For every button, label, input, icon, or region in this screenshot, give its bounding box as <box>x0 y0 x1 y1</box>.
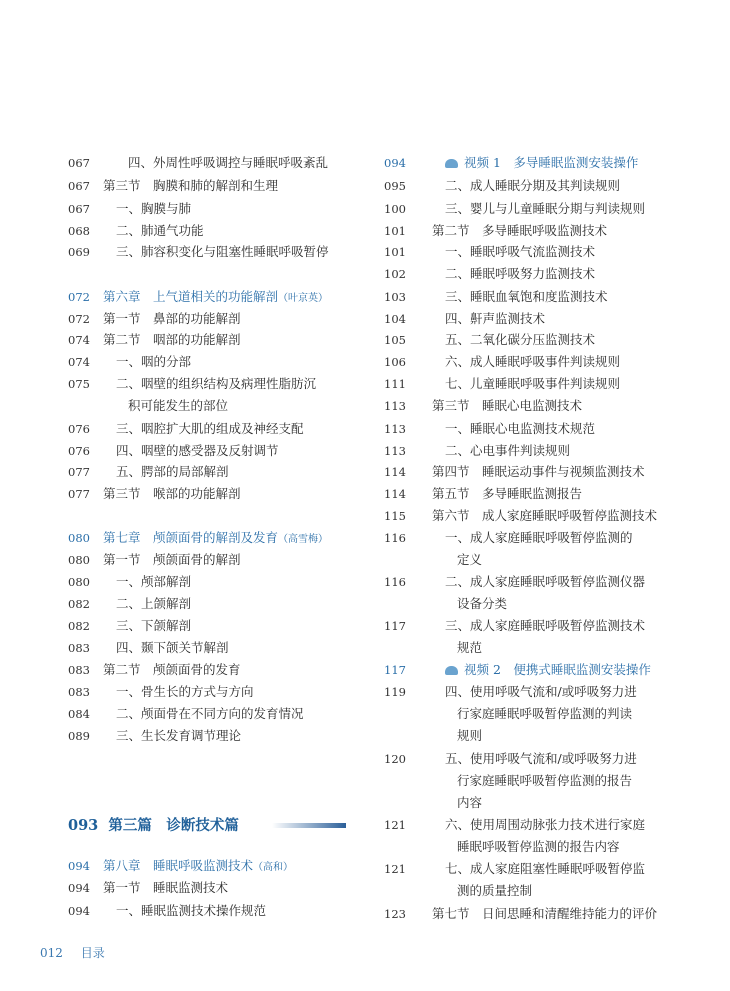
toc-page-number: 101 <box>384 245 406 259</box>
toc-entry-text <box>116 352 191 372</box>
toc-page-number: 114 <box>384 487 406 501</box>
toc-entry-label: 二、上颌解剖 <box>116 596 192 611</box>
right-toc-entry[interactable] <box>365 528 730 548</box>
video-icon <box>445 666 458 675</box>
toc-entry-text <box>457 837 620 857</box>
toc-page-number: 072 <box>68 312 90 326</box>
right-toc-entry[interactable] <box>365 682 730 702</box>
right-toc-entry[interactable] <box>365 881 730 901</box>
right-toc-entry[interactable] <box>365 660 730 680</box>
left-toc-entry[interactable] <box>0 199 365 219</box>
toc-entry-text <box>116 441 279 461</box>
toc-entry-text <box>103 484 241 504</box>
left-toc-entry[interactable] <box>0 704 365 724</box>
toc-entry-label: 四、咽壁的感受器及反射调节 <box>116 443 279 458</box>
toc-entry-label: 二、成人睡眠分期及其判读规则 <box>445 178 621 193</box>
toc-entry-label: 第七节 日间思睡和清醒维持能力的评价 <box>432 906 658 921</box>
left-toc-entry[interactable] <box>0 484 365 504</box>
toc-entry-text <box>457 771 632 791</box>
toc-entry-text <box>445 352 620 372</box>
toc-entry-label: 一、咽的分部 <box>116 354 192 369</box>
right-toc-entry[interactable] <box>365 749 730 769</box>
part-decoration-bar <box>272 823 346 828</box>
toc-page-number: 113 <box>384 422 406 436</box>
left-toc-entry[interactable] <box>0 221 365 241</box>
toc-entry-text <box>445 264 595 284</box>
toc-page-number: 101 <box>384 224 406 238</box>
toc-entry-text <box>445 682 637 702</box>
toc-page-number: 068 <box>68 224 90 238</box>
toc-page-number: 083 <box>68 685 90 699</box>
toc-entry-text <box>116 704 304 724</box>
left-toc-entry[interactable] <box>0 287 365 307</box>
toc-entry-label: 视频 2 便携式睡眠监测安装操作 <box>464 662 651 677</box>
toc-entry-text <box>128 396 228 416</box>
toc-page-number: 080 <box>68 553 90 567</box>
toc-page-number: 095 <box>384 179 406 193</box>
toc-entry-text <box>116 462 229 482</box>
toc-entry-label: 五、二氧化碳分压监测技术 <box>445 332 596 347</box>
toc-entry-label: 六、使用周围动脉张力技术进行家庭 <box>445 817 646 832</box>
toc-entry-label: 第二节 多导睡眠呼吸监测技术 <box>432 223 608 238</box>
toc-page-number: 067 <box>68 202 90 216</box>
left-toc-entry[interactable] <box>0 572 365 592</box>
toc-entry-label: 五、使用呼吸气流和/或呼吸努力进 <box>445 751 637 766</box>
toc-entry-text <box>103 528 328 550</box>
toc-entry-text <box>432 506 657 526</box>
toc-entry-label: 三、成人家庭睡眠呼吸暂停监测技术 <box>445 618 646 633</box>
toc-entry-text <box>103 330 241 350</box>
toc-entry-label: 三、生长发育调节理论 <box>116 728 242 743</box>
toc-entry-label: 行家庭睡眠呼吸暂停监测的报告 <box>457 773 633 788</box>
toc-entry-label: 第七章 颅颌面骨的解剖及发育 <box>103 530 279 545</box>
right-toc-entry[interactable] <box>365 704 730 724</box>
left-toc-entry[interactable] <box>0 682 365 702</box>
toc-page-number: 074 <box>68 333 90 347</box>
toc-entry-label: 一、睡眠心电监测技术规范 <box>445 421 596 436</box>
left-toc-entry[interactable] <box>0 901 365 921</box>
toc-entry-text <box>432 221 607 241</box>
toc-entry-text <box>103 309 241 329</box>
toc-entry-text <box>445 616 645 636</box>
toc-entry-label: 一、成人家庭睡眠呼吸暂停监测的 <box>445 530 633 545</box>
toc-entry-text <box>445 572 645 592</box>
toc-entry-label: 一、颅部解剖 <box>116 574 192 589</box>
toc-page-number: 083 <box>68 663 90 677</box>
toc-entry-label: 一、胸膜与肺 <box>116 201 192 216</box>
part-heading[interactable] <box>68 814 239 835</box>
toc-page-number: 114 <box>384 465 406 479</box>
toc-page-number: 074 <box>68 355 90 369</box>
toc-page-number: 067 <box>68 156 90 170</box>
toc-entry-label: 二、睡眠呼吸努力监测技术 <box>445 266 596 281</box>
right-toc-entry[interactable] <box>365 859 730 879</box>
toc-page-number: 067 <box>68 179 90 193</box>
toc-entry-text <box>432 396 582 416</box>
right-toc-entry[interactable] <box>365 441 730 461</box>
right-toc-entry[interactable] <box>365 550 730 570</box>
toc-page-number: 113 <box>384 399 406 413</box>
toc-entry-text <box>445 176 620 196</box>
right-toc-entry[interactable] <box>365 594 730 614</box>
toc-entry-label: 四、鼾声监测技术 <box>445 311 546 326</box>
toc-entry-label: 第二节 咽部的功能解剖 <box>103 332 241 347</box>
right-toc-entry[interactable] <box>365 153 730 173</box>
toc-entry-label: 规则 <box>457 728 483 743</box>
right-toc-entry[interactable] <box>365 330 730 350</box>
toc-page-number: 117 <box>384 619 406 633</box>
toc-entry-label: 一、睡眠监测技术操作规范 <box>116 903 267 918</box>
toc-entry-text <box>457 638 482 658</box>
toc-page-number: 113 <box>384 444 406 458</box>
toc-entry-label: 三、睡眠血氧饱和度监测技术 <box>445 289 608 304</box>
toc-page-number: 111 <box>384 377 406 391</box>
toc-entry-label: 一、睡眠呼吸气流监测技术 <box>445 244 596 259</box>
right-toc-entry[interactable] <box>365 221 730 241</box>
toc-page-number: 077 <box>68 465 90 479</box>
chapter-author: （高和） <box>253 862 294 873</box>
toc-entry-text <box>116 419 304 439</box>
toc-entry-label: 第三节 胸膜和肺的解剖和生理 <box>103 178 279 193</box>
toc-page-number: 084 <box>68 707 90 721</box>
toc-entry-label: 三、咽腔扩大肌的组成及神经支配 <box>116 421 304 436</box>
toc-entry-label: 二、成人家庭睡眠呼吸暂停监测仪器 <box>445 574 646 589</box>
toc-entry-text <box>457 726 482 746</box>
toc-entry-label: 睡眠呼吸暂停监测的报告内容 <box>457 839 620 854</box>
part-page-number: 093 <box>68 817 99 834</box>
toc-entry-text <box>116 221 204 241</box>
toc-entry-label: 第六章 上气道相关的功能解剖 <box>103 289 279 304</box>
toc-entry-label: 一、骨生长的方式与方向 <box>116 684 254 699</box>
toc-entry-text <box>116 638 229 658</box>
toc-page-number: 106 <box>384 355 406 369</box>
toc-entry-text <box>432 462 645 482</box>
toc-entry-label: 三、下颌解剖 <box>116 618 192 633</box>
left-toc-entry[interactable] <box>0 153 365 173</box>
left-toc-entry[interactable] <box>0 726 365 746</box>
toc-page-number: 076 <box>68 422 90 436</box>
toc-entry-label: 第八章 睡眠呼吸监测技术 <box>103 858 254 873</box>
toc-entry-text <box>432 484 582 504</box>
left-toc-entry[interactable] <box>0 242 365 262</box>
left-toc-entry[interactable] <box>0 374 365 394</box>
toc-entry-text <box>457 704 632 724</box>
toc-page-number: 115 <box>384 509 406 523</box>
right-toc-entry[interactable] <box>365 374 730 394</box>
left-toc-entry[interactable] <box>0 462 365 482</box>
toc-entry-text <box>457 881 532 901</box>
toc-entry-label: 行家庭睡眠呼吸暂停监测的判读 <box>457 706 633 721</box>
toc-page-number: 103 <box>384 290 406 304</box>
right-toc-entry[interactable] <box>365 352 730 372</box>
toc-entry-text <box>445 859 645 879</box>
toc-entry-label: 四、使用呼吸气流和/或呼吸努力进 <box>445 684 637 699</box>
right-toc-entry[interactable] <box>365 176 730 196</box>
toc-entry-text <box>103 878 228 898</box>
toc-page-number: 080 <box>68 575 90 589</box>
toc-page-number: 102 <box>384 267 406 281</box>
toc-page-number: 105 <box>384 333 406 347</box>
toc-entry-label: 内容 <box>457 795 483 810</box>
toc-entry-text <box>457 793 482 813</box>
toc-page-number: 120 <box>384 752 406 766</box>
toc-entry-label: 六、成人睡眠呼吸事件判读规则 <box>445 354 621 369</box>
right-toc-entry[interactable] <box>365 462 730 482</box>
right-toc-entry[interactable] <box>365 572 730 592</box>
toc-entry-text <box>128 153 328 173</box>
right-toc-entry[interactable] <box>365 396 730 416</box>
left-toc-entry[interactable] <box>0 441 365 461</box>
right-toc-entry[interactable] <box>365 264 730 284</box>
toc-entry-text <box>445 309 545 329</box>
toc-page-number: 116 <box>384 575 406 589</box>
toc-page-number: 094 <box>68 859 90 873</box>
toc-entry-text <box>103 176 278 196</box>
toc-entry-label: 第一节 鼻部的功能解剖 <box>103 311 241 326</box>
toc-page-number: 075 <box>68 377 90 391</box>
toc-page-number: 082 <box>68 597 90 611</box>
toc-entry-text <box>103 660 241 680</box>
toc-entry-label: 第六节 成人家庭睡眠呼吸暂停监测技术 <box>432 508 658 523</box>
right-toc-entry[interactable] <box>365 638 730 658</box>
left-toc-entry[interactable] <box>0 528 365 548</box>
toc-page-number: 117 <box>384 663 406 677</box>
right-toc-entry[interactable] <box>365 771 730 791</box>
left-toc-entry[interactable] <box>0 176 365 196</box>
right-toc-entry[interactable] <box>365 484 730 504</box>
toc-entry-text <box>103 550 241 570</box>
left-toc-entry[interactable] <box>0 309 365 329</box>
chapter-author: （高雪梅） <box>278 534 329 545</box>
toc-entry-label: 第三节 喉部的功能解剖 <box>103 486 241 501</box>
toc-entry-text <box>445 199 645 219</box>
toc-entry-text <box>445 749 637 769</box>
toc-page-number: 083 <box>68 641 90 655</box>
toc-entry-label: 第二节 颅颌面骨的发育 <box>103 662 241 677</box>
toc-entry-label: 第一节 睡眠监测技术 <box>103 880 229 895</box>
toc-page-number: 104 <box>384 312 406 326</box>
toc-entry-text <box>432 904 657 924</box>
toc-page-number: 094 <box>68 881 90 895</box>
toc-entry-text <box>445 330 595 350</box>
toc-page-number: 072 <box>68 290 90 304</box>
left-toc-entry[interactable] <box>0 419 365 439</box>
footer-page-number: 012 <box>40 946 63 960</box>
toc-entry-text <box>445 815 645 835</box>
right-toc-entry[interactable] <box>365 726 730 746</box>
toc-entry-label: 视频 1 多导睡眠监测安装操作 <box>464 155 639 170</box>
toc-page-number: 100 <box>384 202 406 216</box>
left-toc-entry[interactable] <box>0 616 365 636</box>
page-footer <box>40 944 119 961</box>
right-toc-entry[interactable] <box>365 287 730 307</box>
toc-entry-label: 三、婴儿与儿童睡眠分期与判读规则 <box>445 201 646 216</box>
left-toc-entry[interactable] <box>0 638 365 658</box>
right-toc-entry[interactable] <box>365 419 730 439</box>
toc-entry-label: 四、颞下颌关节解剖 <box>116 640 229 655</box>
toc-entry-text <box>116 572 191 592</box>
toc-page-number: 094 <box>68 904 90 918</box>
toc-page-number: 121 <box>384 818 406 832</box>
toc-page-number: 123 <box>384 907 406 921</box>
toc-entry-text <box>457 550 482 570</box>
footer-label: 目录 <box>80 946 105 960</box>
toc-page-number: 077 <box>68 487 90 501</box>
part-title: 第三篇 诊断技术篇 <box>108 817 239 834</box>
toc-entry-text <box>116 682 254 702</box>
toc-page-number: 094 <box>384 156 406 170</box>
toc-entry-label: 第五节 多导睡眠监测报告 <box>432 486 583 501</box>
toc-page-number: 080 <box>68 531 90 545</box>
left-toc-entry[interactable] <box>0 878 365 898</box>
toc-entry-label: 三、肺容积变化与阻塞性睡眠呼吸暂停 <box>116 244 329 259</box>
toc-entry-label: 规范 <box>457 640 483 655</box>
toc-entry-label: 五、腭部的局部解剖 <box>116 464 229 479</box>
right-toc-entry[interactable] <box>365 199 730 219</box>
toc-page-number: 089 <box>68 729 90 743</box>
toc-entry-text <box>116 616 191 636</box>
left-toc-entry[interactable] <box>0 550 365 570</box>
toc-entry-label: 二、颅面骨在不同方向的发育情况 <box>116 706 304 721</box>
toc-entry-text <box>445 242 595 262</box>
toc-entry-text <box>116 242 329 262</box>
toc-page-number: 076 <box>68 444 90 458</box>
toc-entry-label: 七、儿童睡眠呼吸事件判读规则 <box>445 376 621 391</box>
toc-entry-text <box>445 441 570 461</box>
right-toc-entry[interactable] <box>365 815 730 835</box>
toc-entry-label: 七、成人家庭阻塞性睡眠呼吸暂停监 <box>445 861 646 876</box>
toc-entry-text <box>445 528 633 548</box>
toc-entry-text <box>445 374 620 394</box>
toc-entry-text <box>116 374 316 394</box>
toc-entry-label: 二、肺通气功能 <box>116 223 204 238</box>
toc-entry-text <box>445 287 608 307</box>
toc-page-number: 069 <box>68 245 90 259</box>
toc-entry-text <box>445 419 595 439</box>
chapter-author: （叶京英） <box>278 293 329 304</box>
toc-entry-label: 四、外周性呼吸调控与睡眠呼吸紊乱 <box>128 155 329 170</box>
toc-entry-label: 设备分类 <box>457 596 508 611</box>
toc-entry-label: 二、咽壁的组织结构及病理性脂肪沉 <box>116 376 317 391</box>
left-toc-entry[interactable] <box>0 594 365 614</box>
toc-entry-text <box>116 594 191 614</box>
right-toc-entry[interactable] <box>365 904 730 924</box>
right-toc-entry[interactable] <box>365 506 730 526</box>
video-icon <box>445 159 458 168</box>
toc-entry-text <box>116 901 266 921</box>
toc-entry-text <box>116 726 241 746</box>
left-toc-entry[interactable] <box>0 660 365 680</box>
toc-entry-text <box>103 856 293 878</box>
toc-entry-text <box>457 594 507 614</box>
right-toc-entry[interactable] <box>365 242 730 262</box>
toc-page-number: 116 <box>384 531 406 545</box>
toc-entry-text <box>103 287 328 309</box>
left-toc-entry[interactable] <box>0 856 365 876</box>
toc-entry-label: 测的质量控制 <box>457 883 533 898</box>
left-toc-entry[interactable] <box>0 352 365 372</box>
right-toc-entry[interactable] <box>365 837 730 857</box>
toc-entry-label: 积可能发生的部位 <box>128 398 229 413</box>
left-toc-entry[interactable] <box>0 396 365 416</box>
right-toc-entry[interactable] <box>365 616 730 636</box>
toc-entry-text <box>116 199 191 219</box>
toc-entry-label: 定义 <box>457 552 483 567</box>
toc-page-number: 119 <box>384 685 406 699</box>
toc-page-number: 121 <box>384 862 406 876</box>
right-toc-entry[interactable] <box>365 309 730 329</box>
toc-page-number: 082 <box>68 619 90 633</box>
toc-entry-label: 第一节 颅颌面骨的解剖 <box>103 552 241 567</box>
toc-entry-label: 二、心电事件判读规则 <box>445 443 571 458</box>
left-toc-entry[interactable] <box>0 330 365 350</box>
toc-entry-label: 第三节 睡眠心电监测技术 <box>432 398 583 413</box>
right-toc-entry[interactable] <box>365 793 730 813</box>
toc-entry-label: 第四节 睡眠运动事件与视频监测技术 <box>432 464 645 479</box>
toc-entry-text <box>445 660 651 680</box>
toc-entry-text <box>445 153 638 173</box>
